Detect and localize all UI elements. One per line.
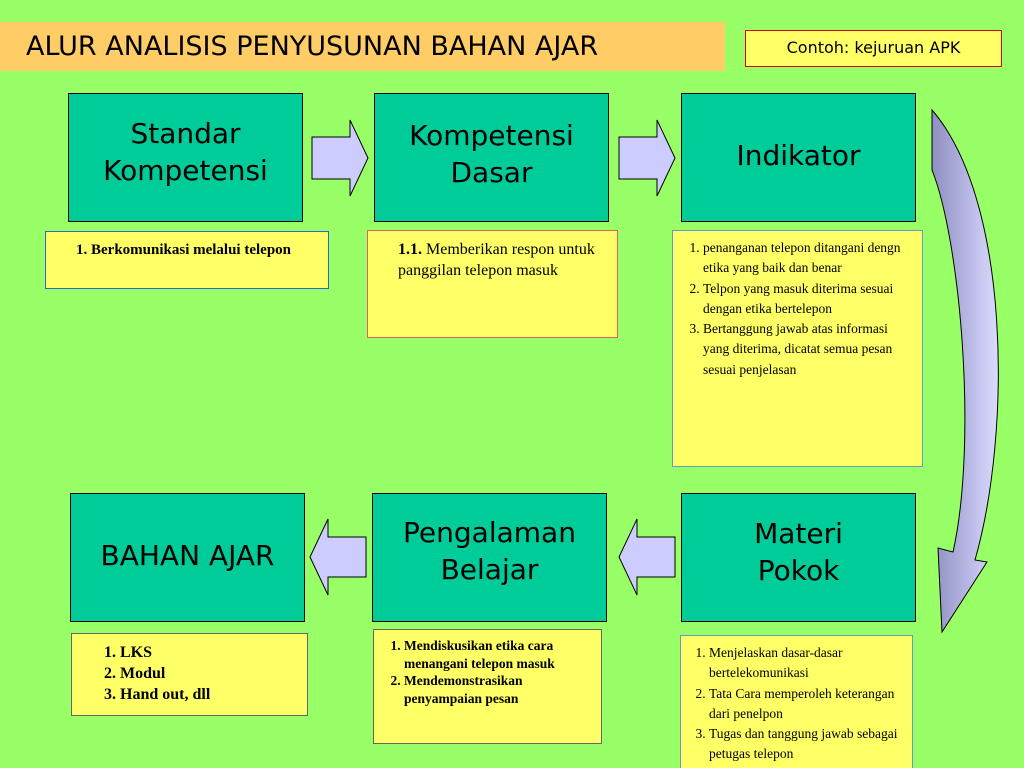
note-standar-kompetensi	[45, 231, 329, 289]
list-item: 2. Mendemonstrasikan penyampaian pesan	[404, 672, 593, 707]
note-text: 1. Berkomunikasi melalui telepon	[76, 242, 292, 258]
list-item: 2. Telpon yang masuk diterima sesuai dengan etika bertelepon	[703, 279, 916, 320]
stage-materi-pokok	[681, 493, 916, 622]
indikator-list	[675, 238, 916, 380]
note-materi-pokok	[680, 635, 913, 768]
list-item: 1. penanganan telepon ditangani dengn etika yang baik dan benar	[703, 238, 916, 279]
page-title: ALUR ANALISIS PENYUSUNAN BAHAN AJAR	[0, 22, 725, 71]
arrow-left-2	[619, 519, 675, 595]
stage-label: BAHAN AJAR	[100, 539, 275, 572]
list-item: 3. Hand out, dll	[104, 686, 211, 703]
list-item: 3. Tugas dan tanggung jawab sebagai petugas telepon	[709, 724, 906, 765]
stage-label: Materi Pokok	[754, 516, 843, 587]
list-item: 3. Bertanggung jawab atas informasi yang diterima, dicatat semua pesan sesuai penjelasan	[703, 319, 916, 380]
arrow-left-1	[310, 519, 366, 595]
note-kompetensi-dasar	[367, 230, 618, 338]
stage-bahan-ajar	[70, 493, 305, 622]
stage-label: Standar Kompetensi	[103, 116, 268, 187]
stage-indikator	[681, 93, 916, 222]
stage-label: Kompetensi Dasar	[409, 118, 574, 189]
note-text: Memberikan respon untuk panggilan telepon masuk	[398, 241, 595, 279]
pengalaman-list	[376, 637, 593, 707]
stage-standar-kompetensi	[68, 93, 303, 222]
note-indikator	[672, 230, 923, 467]
materi-list	[681, 643, 906, 765]
stage-kompetensi-dasar	[374, 93, 609, 222]
example-label: Contoh: kejuruan APK	[745, 30, 1002, 67]
note-number: 1.1.	[398, 241, 422, 258]
arrow-right-1	[312, 120, 368, 196]
stage-pengalaman-belajar	[372, 493, 607, 622]
list-item: 1. Mendiskusikan etika cara menangani telepon masuk	[404, 637, 593, 672]
note-pengalaman-belajar	[373, 629, 602, 744]
curved-arrow	[932, 110, 998, 632]
arrow-right-2	[619, 120, 675, 196]
list-item: 1. Menjelaskan dasar-dasar bertelekomunikasi	[709, 643, 906, 684]
list-item: 2. Tata Cara memperoleh keterangan dari penelpon	[709, 684, 906, 725]
note-bahan-ajar	[71, 633, 308, 716]
list-item: 1. LKS	[104, 644, 153, 661]
stage-label: Indikator	[736, 139, 861, 172]
stage-label: Pengalaman Belajar	[403, 515, 576, 586]
list-item: 2. Modul	[104, 665, 166, 682]
